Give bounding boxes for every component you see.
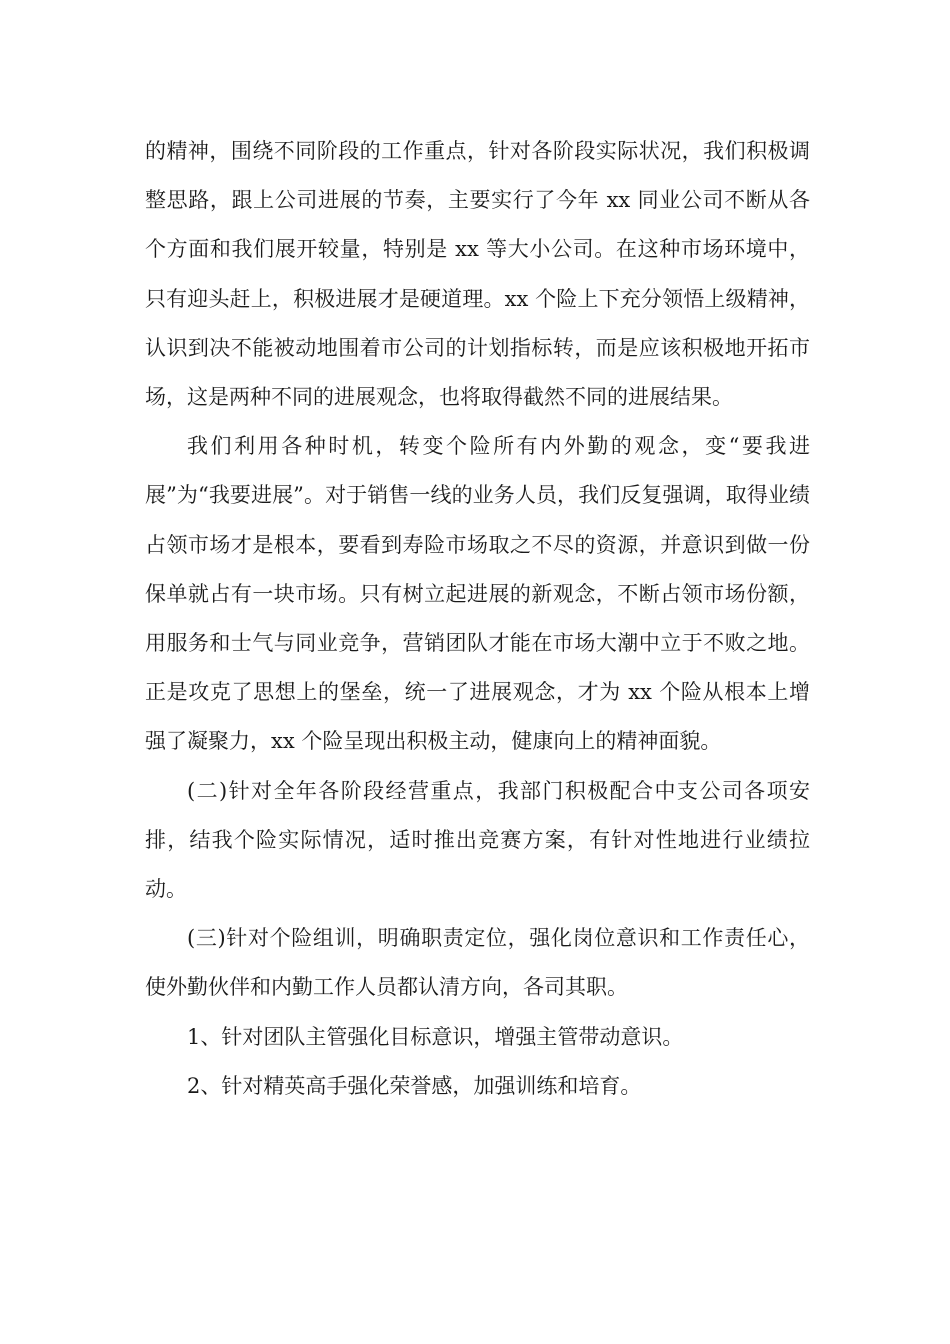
list-item-1: 1、针对团队主管强化目标意识，增强主管带动意识。 xyxy=(187,1024,684,1049)
list-item-2: 2、针对精英高手强化荣誉感，加强训练和培育。 xyxy=(187,1073,642,1098)
paragraph-continuation: 的精神，围绕不同阶段的工作重点，针对各阶段实际状况，我们积极调整思路，跟上公司进展的节奏，主要实行了今年 xx 同业公司不断从各个方面和我们展开较量，特别是 xx 等大小公司。在这种市场环境中，只有迎头赶上，积极进展才是硬道理。xx 个险上下充分领悟上级精神，认识到决不能被动地围着市公司的计划指标转，而是应该积极地开拓市场，这是两种不同的进展观念，也将取得截然不同的进展结果。 xyxy=(145,139,810,410)
paragraph-item-three: (三)针对个险组训，明确职责定位，强化岗位意识和工作责任心，使外勤伙伴和内勤工作人员都认清方向，各司其职。 xyxy=(145,926,810,1000)
paragraph-item-two: (二)针对全年各阶段经营重点，我部门积极配合中支公司各项安排，结我个险实际情况，适时推出竞赛方案，有针对性地进行业绩拉动。 xyxy=(145,778,810,902)
document-body xyxy=(145,127,810,1111)
paragraph-concept-change: 我们利用各种时机，转变个险所有内外勤的观念，变“要我进展”为“我要进展”。对于销售一线的业务人员，我们反复强调，取得业绩占领市场才是根本，要看到寿险市场取之不尽的资源，并意识到做一份保单就占有一块市场。只有树立起进展的新观念，不断占领市场份额，用服务和士气与同业竞争，营销团队才能在市场大潮中立于不败之地。正是攻克了思想上的堡垒，统一了进展观念，才为 xx 个险从根本上增强了凝聚力，xx 个险呈现出积极主动，健康向上的精神面貌。 xyxy=(145,434,810,754)
